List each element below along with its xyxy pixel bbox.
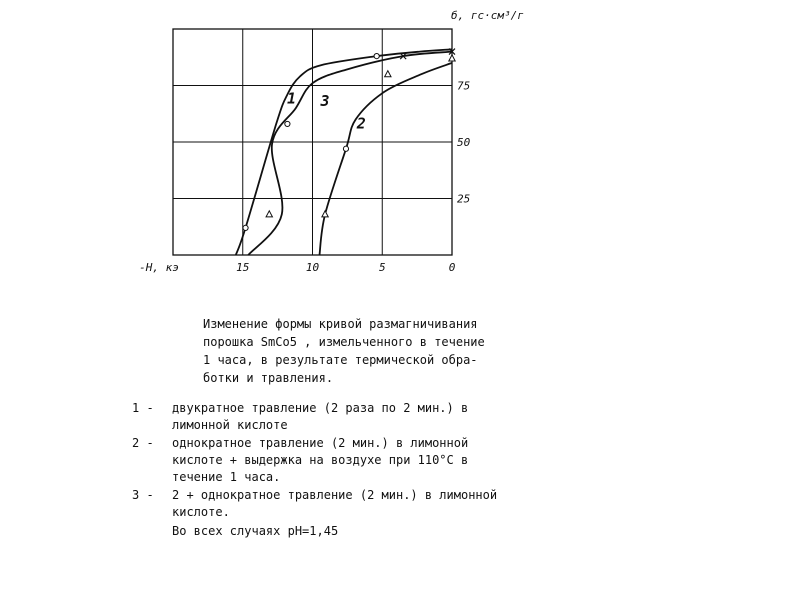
note-number: 2 - — [132, 436, 154, 450]
note-text: двукратное травление (2 раза по 2 мин.) в лимонной кислоте — [172, 401, 469, 432]
note-number: 1 - — [132, 401, 154, 415]
series-line-2 — [320, 63, 453, 255]
triangle-marker — [449, 55, 455, 61]
chart-grid — [173, 29, 452, 255]
chart-curves — [236, 49, 452, 255]
note-text: 2 + однократное травление (2 мин.) в лимонной кислоте. — [172, 488, 498, 519]
circle-marker — [243, 225, 248, 230]
x-tick-label: 0 — [448, 261, 456, 274]
note-item — [132, 487, 552, 521]
note-item — [132, 435, 552, 486]
circle-marker — [285, 121, 290, 126]
x-tick-label: 15 — [236, 261, 250, 274]
curve-label-1: 1 — [287, 89, 297, 108]
series-line-1 — [236, 49, 452, 255]
curve-label-3: 3 — [320, 91, 330, 110]
circle-marker — [343, 146, 348, 151]
triangle-marker — [322, 211, 328, 217]
series-line-3 — [248, 52, 452, 255]
ph-footnote: Во всех случаях pH=1,45 — [172, 524, 339, 538]
curve-label-2: 2 — [356, 114, 366, 133]
figure-caption: Изменение формы кривой размагничивания порошка SmCo5 , измельченного в течение 1 часа, в результате термической обра- ботки и травления. — [203, 317, 485, 385]
triangle-marker — [266, 211, 272, 217]
x-tick-label: 10 — [305, 261, 320, 274]
triangle-marker — [385, 71, 391, 77]
y-axis-label: б, гс·см³/г — [451, 9, 524, 22]
y-tick-label: 75 — [457, 79, 471, 93]
note-text: однократное травление (2 мин.) в лимонной кислоте + выдержка на воздухе при 110°С в течение 1 часа. — [172, 436, 469, 484]
legend-notes — [132, 400, 552, 522]
note-item — [132, 400, 552, 434]
x-axis-label: -H, кэ — [139, 261, 179, 274]
note-number: 3 - — [132, 488, 154, 502]
y-tick-label: 50 — [457, 136, 471, 149]
y-tick-label: 25 — [457, 192, 471, 206]
circle-marker — [374, 54, 379, 59]
x-tick-label: 5 — [378, 261, 386, 274]
